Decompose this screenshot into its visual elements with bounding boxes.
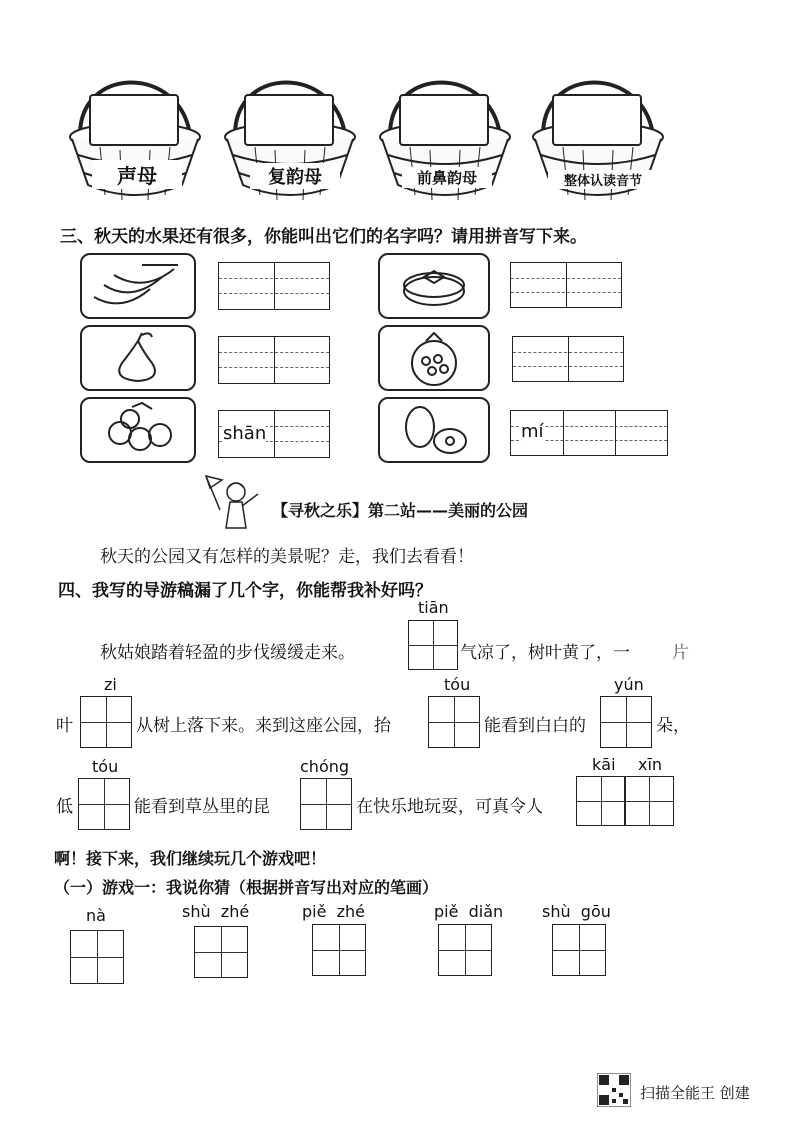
banana-icon [82,255,194,317]
char-box-zi[interactable] [80,696,132,748]
game1-pinyin-2: shù zhé [182,902,250,921]
passage-line3c: 在快乐地玩耍，可真令人 [356,797,543,817]
pinyin-zi: zi [104,675,117,694]
section4-title: 四、我写的导游稿漏了几个字，你能帮我补好吗？ [58,581,432,601]
char-box-tian[interactable] [408,620,458,670]
hawthorn-icon [82,399,194,461]
pinyin-xin: xīn [638,755,663,774]
pinyin-grid-persimmon[interactable] [510,262,622,308]
footer-text: 扫描全能王 创建 [640,1084,750,1102]
pinyin-kai: kāi [592,755,616,774]
station-intro: 秋天的公园又有怎样的美景呢？走，我们去看看！ [100,547,474,567]
basket-label-2: 复韵母 [250,163,340,189]
char-box-tou2[interactable] [78,778,130,830]
persimmon-icon [380,255,488,317]
pinyin-yun: yún [614,675,644,694]
passage-line3b: 能看到草丛里的昆 [134,797,270,817]
game1-pinyin-1: nà [86,906,106,925]
fruit-picture-persimmon [378,253,490,319]
pinyin-grid-banana[interactable] [218,262,330,310]
pinyin-grid-hawthorn[interactable] [218,410,330,458]
hint-shan: shān [223,423,267,444]
stroke-box-2[interactable] [194,926,248,978]
passage-line4: 啊！接下来，我们继续玩几个游戏吧！ [54,849,327,868]
basket-illustrations [60,55,750,215]
pear-icon [82,327,194,389]
basket-label-3: 前鼻韵母 [402,167,492,188]
char-box-xin[interactable] [624,776,674,826]
char-box-tou1[interactable] [428,696,480,748]
kiwi-icon [380,399,488,461]
fruit-picture-kiwi [378,397,490,463]
pinyin-grid-kiwi[interactable] [510,410,668,456]
passage-line1b: 气凉了，树叶黄了，一 [460,643,630,663]
pinyin-chong: chóng [300,757,350,776]
char-box-kai[interactable] [576,776,626,826]
pinyin-tian: tiān [418,598,449,617]
game1-pinyin-3: piě zhé [302,902,365,921]
section3-title: 三、秋天的水果还有很多，你能叫出它们的名字吗？请用拼音写下来。 [60,227,587,247]
stroke-box-3[interactable] [312,924,366,976]
passage-line1: 秋姑娘踏着轻盈的步伐缓缓走来。 [100,643,355,663]
girl-flag-illustration [200,470,270,536]
game1-pinyin-4: piě diǎn [434,902,504,921]
basket-label-1: 声母 [92,160,182,189]
pomegranate-icon [380,327,488,389]
pinyin-grid-pomegranate[interactable] [512,336,624,382]
fruit-picture-banana [80,253,196,319]
stroke-box-4[interactable] [438,924,492,976]
pinyin-tou2: tóu [92,757,119,776]
char-box-chong[interactable] [300,778,352,830]
char-box-yun[interactable] [600,696,652,748]
fruit-picture-hawthorn [80,397,196,463]
stroke-box-5[interactable] [552,924,606,976]
passage-line2c: 能看到白白的 [484,716,586,736]
fruit-picture-pear [80,325,196,391]
passage-line2d: 朵， [656,716,690,736]
qr-code-icon [597,1073,631,1107]
stroke-box-1[interactable] [70,930,124,984]
game1-pinyin-5: shù gōu [542,902,611,921]
station-title: 【寻秋之乐】第二站——美丽的公园 [272,501,529,520]
hint-mi: mí [521,421,544,442]
pinyin-grid-pear[interactable] [218,336,330,384]
passage-line1c: 片 [672,643,689,663]
passage-line3a: 低 [56,797,73,817]
game1-title: （一）游戏一：我说你猜（根据拼音写出对应的笔画） [54,878,439,897]
basket-label-4: 整体认读音节 [548,170,658,189]
fruit-picture-pomegranate [378,325,490,391]
passage-line2b: 从树上落下来。来到这座公园，抬 [136,716,391,736]
pinyin-tou1: tóu [444,675,471,694]
passage-line2a: 叶 [56,716,73,736]
